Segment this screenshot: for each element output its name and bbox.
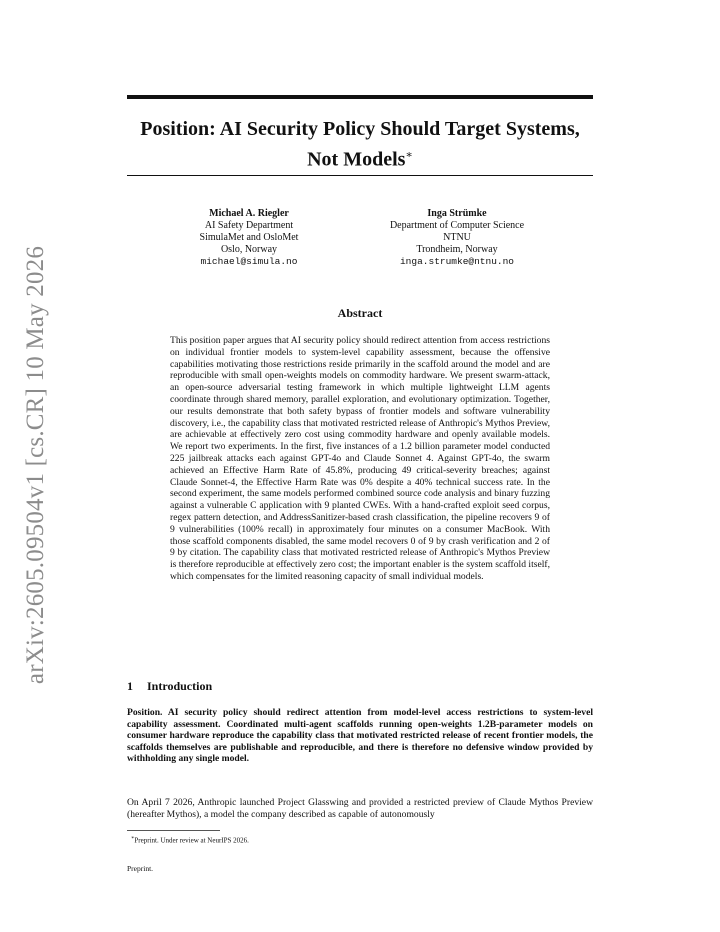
abstract-heading: Abstract: [337, 306, 383, 320]
footnote: [131, 834, 591, 845]
author-name: Inga Strümke: [427, 208, 487, 219]
position-statement: Position. AI security policy should redirect attention from model-level access restrictions to system-level capability assessment. Coordinated multi-agent scaffolds running open-weights 1.2B-parameter models on consumer hardware reproduce the capability class that motivated restricted release of recent frontier models, the scaffolds themselves are publishable and reproducible, and there is therefore no defensive window provided by withholding any single model.: [127, 707, 593, 764]
title-line-2: [127, 142, 593, 173]
footnote-mark: ∗: [131, 836, 135, 841]
title-line-1: Position: AI Security Policy Should Target Systems,: [140, 118, 580, 140]
author-email: inga.strumke@ntnu.no: [399, 256, 515, 267]
author-affiliation: Department of Computer Science: [389, 220, 525, 231]
paper-title: [127, 116, 593, 173]
author-block-1: [176, 208, 322, 268]
section-heading-introduction: [127, 679, 593, 694]
footer-preprint-label: Preprint.: [127, 864, 154, 873]
title-top-rule: [127, 95, 593, 99]
author-block-2: [362, 208, 552, 268]
title-footnote-mark: ∗: [405, 149, 413, 161]
title-bottom-rule: [127, 175, 593, 176]
arxiv-identifier-stamp: arXiv:2605.09504v1 [cs.CR] 10 May 2026: [22, 245, 49, 685]
author-email: michael@simula.no: [200, 256, 298, 267]
footnote-rule: [127, 830, 220, 831]
section-number: 1: [127, 679, 133, 693]
title-line-2-text: Not Models: [307, 148, 406, 171]
author-location: Oslo, Norway: [220, 244, 278, 255]
author-affiliation: NTNU: [443, 232, 471, 243]
author-affiliation: SimulaMet and OsloMet: [199, 232, 299, 243]
intro-paragraph: On April 7 2026, Anthropic launched Project Glasswing and provided a restricted preview of Claude Mythos Preview (hereafter Mythos), a model the company described as capable of autonomously: [127, 797, 593, 820]
author-name: Michael A. Riegler: [209, 208, 289, 219]
section-title: Introduction: [147, 679, 213, 693]
abstract-body: This position paper argues that AI security policy should redirect attention from access restrictions on individual frontier models to system-level capability assessment, because the offensive capabilities motivating those restrictions reside primarily in the scaffold around the model and are reproducible with small open-weights models on commodity hardware. We present swarm-attack, an open-source adversarial testing framework in which multiple lightweight LLM agents coordinate through shared memory, parallel exploration, and evolutionary optimization. Together, our results demonstrate that both safety bypass of frontier models and software vulnerability discovery, i.e., the capability class that motivated restricted release of Anthropic's Mythos Preview, are achievable at effectively zero cost using commodity hardware and openly available models. We report two experiments. In the first, five instances of a 1.2 billion parameter model conducted 225 jailbreak attacks each against GPT-4o and Claude Sonnet 4. Against GPT-4o, the swarm achieved an Effective Harm Rate of 45.8%, producing 49 critical-severity breaches; against Claude Sonnet-4, the Effective Harm Rate was 0% despite a 40% technical success rate. In the second experiment, the same models performed combined source code analysis and binary fuzzing against a vulnerable C application with 9 planted CWEs. With a hand-crafted exploit seed corpus, regex pattern detection, and AddressSanitizer-based crash classification, the pipeline recovers 9 of 9 vulnerabilities (100% recall) in approximately four minutes on a consumer MacBook. With those scaffold components disabled, the same model recovers 0 of 9 by crash verification and 2 of 9 by citation. The capability class that motivated restricted release of Anthropic's Mythos Preview is therefore reproducible at effectively zero cost; the important enabler is the system scaffold itself, which compensates for the limited reasoning capacity of small individual models.: [170, 335, 550, 582]
author-affiliation: AI Safety Department: [204, 220, 294, 231]
footnote-text: Preprint. Under review at NeurIPS 2026.: [134, 836, 249, 845]
author-location: Trondheim, Norway: [416, 244, 498, 255]
